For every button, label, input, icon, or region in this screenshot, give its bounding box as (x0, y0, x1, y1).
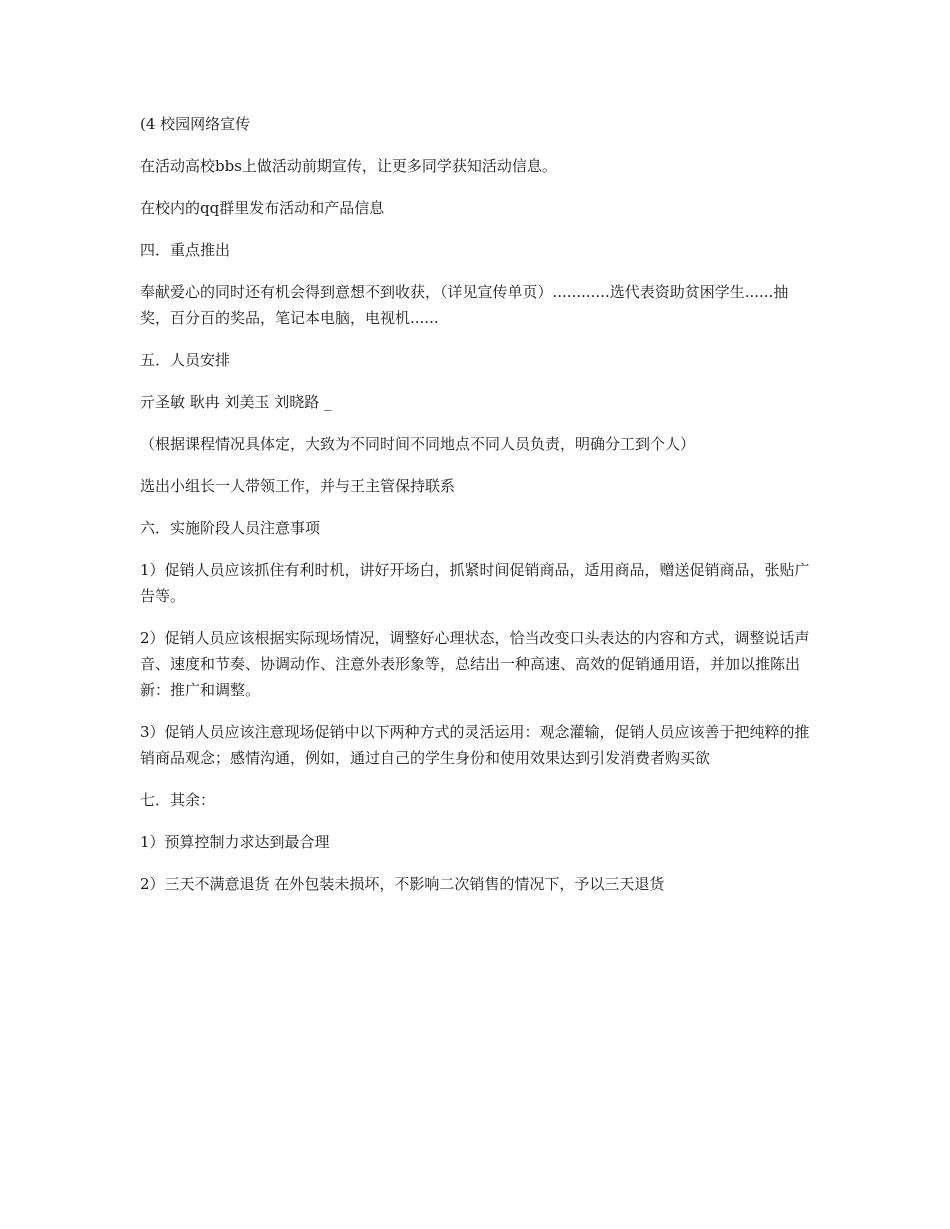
other-item-1: 1）预算控制力求达到最合理 (140, 833, 330, 851)
other-item-2: 2）三天不满意退货 在外包装未损坏，不影响二次销售的情况下，予以三天退货 (140, 875, 665, 893)
note-item-2: 2）促销人员应该根据实际现场情况，调整好心理状态，恰当改变口头表达的内容和方式，调整说话声音、速度和节奏、协调动作、注意外表形象等，总结出一种高速、高效的促销通用语，并加以推陈出新：推广和调整。 (140, 629, 810, 699)
section-7-heading: 七．其余： (140, 791, 216, 809)
highlight-text: 奉献爱心的同时还有机会得到意想不到收获，（详见宣传单页）............选代表资助贫困学生......抽奖，百分百的奖品，笔记本电脑，电视机...... (140, 283, 789, 327)
section-6-heading: 六．实施阶段人员注意事项 (140, 519, 321, 537)
staff-names: 亓圣敏 耿冉 刘美玉 刘晓路 _ (140, 393, 332, 411)
campus-network-heading: (4 校园网络宣传 (140, 115, 251, 133)
qq-group-text: 在校内的qq群里发布活动和产品信息 (140, 199, 385, 217)
staff-schedule-note: （根据课程情况具体定，大致为不同时间不同地点不同人员负责，明确分工到个人） (140, 435, 696, 453)
team-leader-text: 选出小组长一人带领工作，并与王主管保持联系 (140, 477, 456, 495)
bbs-promotion-text: 在活动高校bbs上做活动前期宣传，让更多同学获知活动信息。 (140, 157, 557, 175)
note-item-3: 3）促销人员应该注意现场促销中以下两种方式的灵活运用：观念灌输，促销人员应该善于把纯粹的推销商品观念；感情沟通，例如，通过自己的学生身份和使用效果达到引发消费者购买欲 (140, 723, 810, 767)
document-page (140, 111, 810, 913)
section-4-heading: 四．重点推出 (140, 241, 231, 259)
note-item-1: 1）促销人员应该抓住有利时机，讲好开场白，抓紧时间促销商品，适用商品，赠送促销商品，张贴广告等。 (140, 561, 810, 605)
section-5-heading: 五．人员安排 (140, 351, 231, 369)
